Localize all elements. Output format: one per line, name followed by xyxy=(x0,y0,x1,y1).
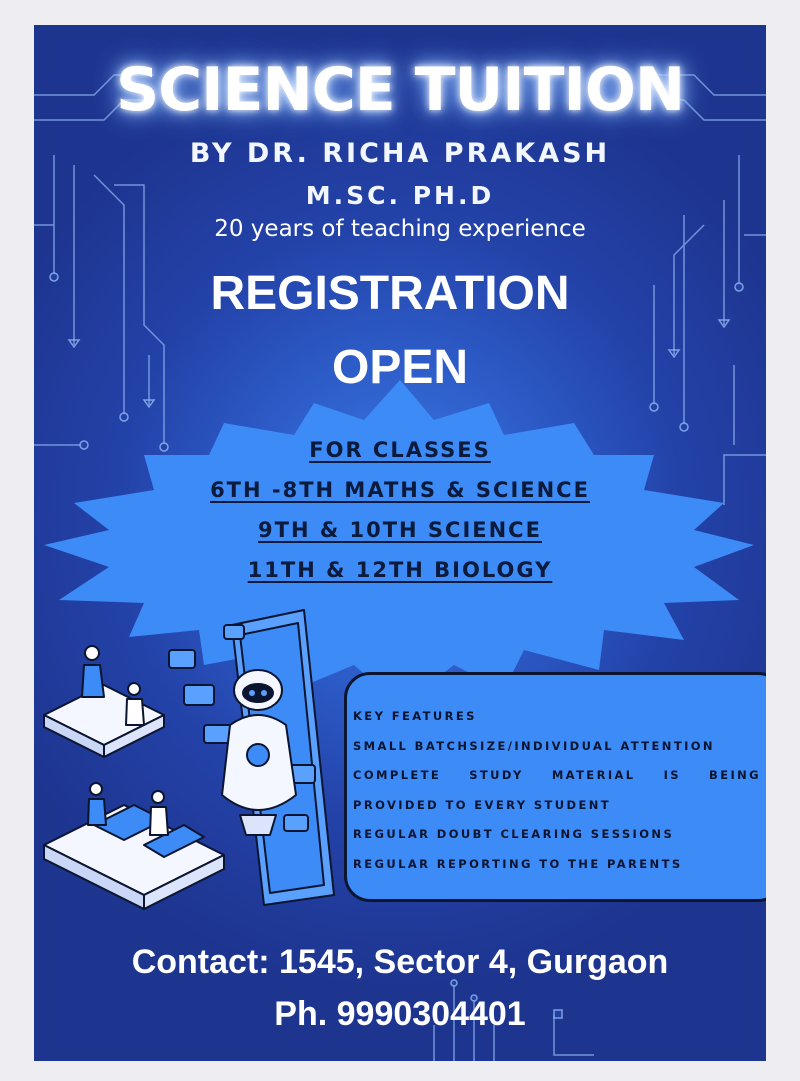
contact-address: Contact: 1545, Sector 4, Gurgaon xyxy=(131,943,669,981)
feature-word: COMPLETE xyxy=(353,768,442,782)
features-heading: KEY FEATURES xyxy=(353,709,477,723)
class-item: 6TH -8TH MATHS & SCIENCE xyxy=(210,478,590,502)
feature-item xyxy=(353,761,761,791)
feature-item: PROVIDED TO EVERY STUDENT xyxy=(353,797,612,812)
feature-word: IS xyxy=(663,768,681,782)
feature-item: SMALL BATCHSIZE/INDIVIDUAL ATTENTION xyxy=(353,738,715,753)
experience-text: 20 years of teaching experience xyxy=(214,216,586,242)
class-item: 9TH & 10TH SCIENCE xyxy=(258,518,542,542)
contact-phone: Ph. 9990304401 xyxy=(274,995,526,1033)
classes-heading: FOR CLASSES xyxy=(309,438,491,462)
poster-title: SCIENCE TUITION xyxy=(115,55,685,125)
robot-illustration xyxy=(34,25,766,1061)
feature-item: REGULAR DOUBT CLEARING SESSIONS xyxy=(353,827,675,841)
feature-item: REGULAR REPORTING TO THE PARENTS xyxy=(353,856,683,871)
key-features-box xyxy=(344,672,766,902)
class-item: 11TH & 12TH BIOLOGY xyxy=(247,558,553,582)
feature-word: MATERIAL xyxy=(551,768,636,782)
registration-heading: REGISTRATION xyxy=(210,267,570,320)
registration-open: OPEN xyxy=(331,341,469,394)
poster xyxy=(34,25,766,1061)
teacher-degree: M.SC. PH.D xyxy=(305,181,495,210)
teacher-name: BY DR. RICHA PRAKASH xyxy=(189,138,611,169)
feature-word: STUDY xyxy=(469,768,524,782)
feature-word: BEING xyxy=(709,768,761,782)
